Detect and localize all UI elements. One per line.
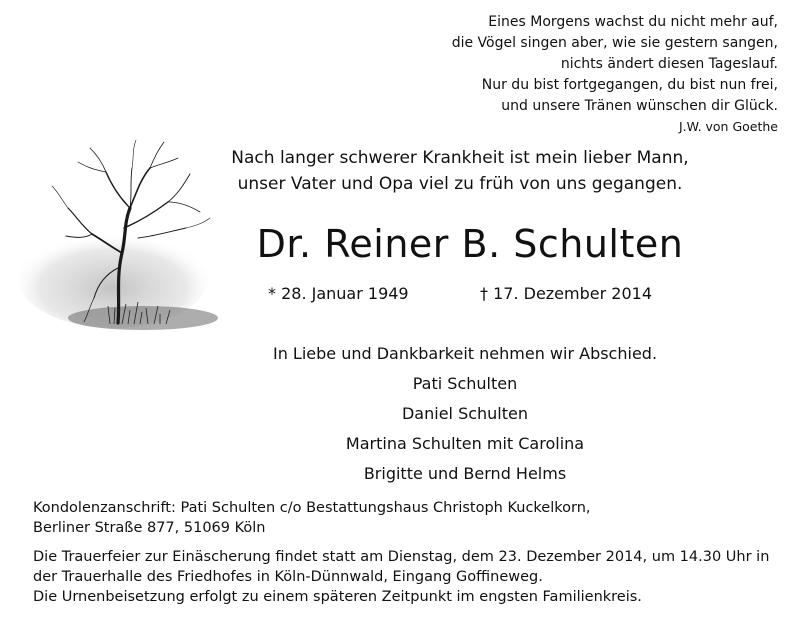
ground-shadow bbox=[68, 306, 218, 330]
poem-line: Nur du bist fortgegangen, du bist nun frei, bbox=[481, 77, 778, 93]
ceremony-info bbox=[33, 547, 783, 607]
family-members bbox=[200, 339, 730, 489]
family-member: Daniel Schulten bbox=[401, 404, 529, 423]
poem-line: und unsere Tränen wünschen dir Glück. bbox=[501, 98, 778, 114]
condolence-line: Kondolenzanschrift: Pati Schulten c/o Bestattungshaus Christoph Kuckelkorn, bbox=[33, 500, 591, 516]
family-member: Brigitte und Bernd Helms bbox=[363, 464, 567, 483]
goethe-poem bbox=[358, 12, 778, 137]
birth-date: * 28. Januar 1949 bbox=[268, 284, 409, 303]
ceremony-line: der Trauerhalle des Friedhofes in Köln-Dünnwald, Eingang Goffineweg. bbox=[33, 569, 543, 585]
deceased-name: Dr. Reiner B. Schulten bbox=[256, 222, 684, 266]
poem-line: Eines Morgens wachst du nicht mehr auf, bbox=[488, 14, 778, 30]
poem-line: die Vögel singen aber, wie sie gestern sangen, bbox=[451, 35, 778, 51]
poem-line: nichts ändert diesen Tageslauf. bbox=[560, 56, 778, 72]
ceremony-line: Die Trauerfeier zur Einäscherung findet statt am Dienstag, dem 23. Dezember 2014, um 14.30 Uhr in bbox=[33, 549, 770, 565]
condolence-line: Berliner Straße 877, 51069 Köln bbox=[33, 520, 266, 536]
family-member: Martina Schulten mit Carolina bbox=[345, 434, 585, 453]
condolence-address bbox=[33, 498, 773, 538]
poem-author: J.W. von Goethe bbox=[678, 119, 778, 134]
ceremony-line: Die Urnenbeisetzung erfolgt zu einem späteren Zeitpunkt im engsten Familienkreis. bbox=[33, 589, 642, 605]
announcement-line: unser Vater und Opa viel zu früh von uns gegangen. bbox=[237, 174, 683, 194]
family-member: Pati Schulten bbox=[412, 374, 518, 393]
announcement-line: Nach langer schwerer Krankheit ist mein lieber Mann, bbox=[231, 148, 689, 168]
death-announcement bbox=[200, 145, 720, 197]
death-date: † 17. Dezember 2014 bbox=[480, 284, 652, 303]
farewell-line: In Liebe und Dankbarkeit nehmen wir Abschied. bbox=[272, 344, 658, 363]
